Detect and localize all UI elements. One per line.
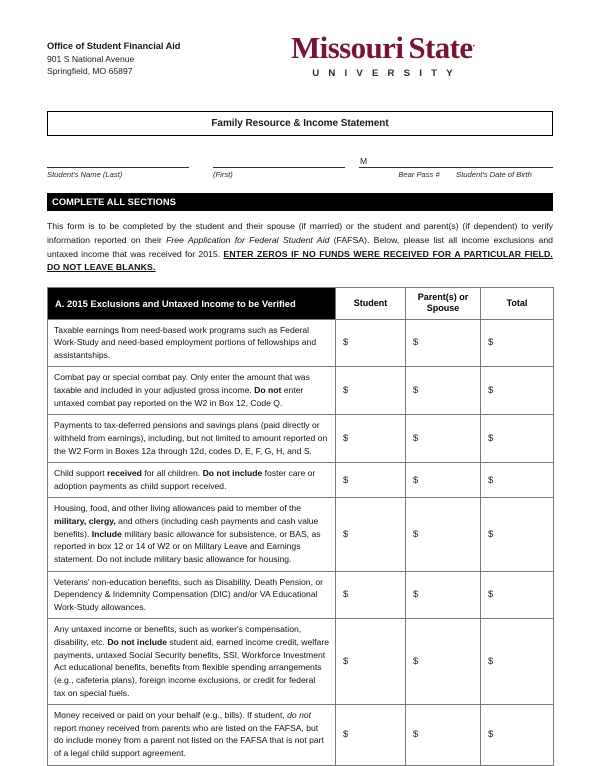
- column-header-parent-spouse: [406, 288, 481, 320]
- table-header-row: [48, 288, 554, 320]
- column-header-parent-spouse-line-1: Parent(s) or: [417, 292, 469, 302]
- fafsa-italic-title: Free Application for Federal Student Aid: [166, 234, 330, 245]
- row-description-child-support: Child support received for all children. Do not include foster care or adoption payments as child support received.: [48, 463, 336, 498]
- column-header-description: A. 2015 Exclusions and Untaxed Income to be Verified: [48, 288, 336, 320]
- row-description-housing-allowances: Housing, food, and other living allowances paid to member of the military, clergy, and others (including cash payments and cash value benefits). Include military basic allowance for subsistence, or BAS, as reported in box 12 or 14 of W2 or on Military Leave and Earnings statement. Do not include military basic allowance for housing.: [48, 498, 336, 571]
- amount-input-total-other-untaxed-income[interactable]: $: [481, 619, 554, 705]
- student-identity-fields: [47, 155, 553, 185]
- amount-input-student-child-support[interactable]: $: [336, 463, 406, 498]
- logo-subtitle: UNIVERSITY: [312, 68, 462, 79]
- office-title: Office of Student Financial Aid: [47, 41, 181, 51]
- table-row: [48, 319, 554, 367]
- amount-input-student-tax-deferred-pensions[interactable]: $: [336, 415, 406, 463]
- bear-pass-label: Bear Pass #: [398, 170, 440, 179]
- student-last-name-label: Student's Name (Last): [47, 170, 123, 179]
- amount-input-parent-spouse-tax-deferred-pensions[interactable]: $: [406, 415, 481, 463]
- office-address-line-1: 901 S National Avenue: [47, 54, 135, 65]
- logo-trademark: .: [472, 38, 475, 50]
- student-last-name-input[interactable]: [47, 155, 189, 168]
- office-address-line-2: Springfield, MO 65897: [47, 66, 133, 77]
- form-title-box: [47, 111, 553, 136]
- date-of-birth-label: Student's Date of Birth: [456, 170, 532, 179]
- amount-input-parent-spouse-housing-allowances[interactable]: $: [406, 498, 481, 571]
- table-row: [48, 571, 554, 619]
- exclusions-table: [47, 287, 554, 766]
- complete-all-sections-banner: COMPLETE ALL SECTIONS: [47, 193, 553, 211]
- amount-input-total-tax-deferred-pensions[interactable]: $: [481, 415, 554, 463]
- instructions-warning: ENTER ZEROS IF NO FUNDS WERE RECEIVED FOR A PARTICULAR FIELD. DO NOT LEAVE BLANKS.: [47, 248, 553, 273]
- logo-word-state: State: [408, 30, 473, 65]
- row-description-other-untaxed-income: Any untaxed income or benefits, such as worker's compensation, disability, etc. Do not include student aid, earned income credit, welfare payments, untaxed Social Security benefits, SSI, Workforce Investment Act educational benefits, benefits from flexible spending arrangements (e.g., cafeteria plans), foreign income exclusions, or credit for federal tax on special fuels.: [48, 619, 336, 705]
- amount-input-total-child-support[interactable]: $: [481, 463, 554, 498]
- date-of-birth-input[interactable]: [435, 155, 553, 168]
- table-body: [48, 319, 554, 765]
- amount-input-parent-spouse-other-untaxed-income[interactable]: $: [406, 619, 481, 705]
- instructions-text-part-2: (FAFSA). Below, please list all income exclusions and untaxed income that was received for 2015.: [47, 234, 554, 259]
- amount-input-student-veterans-benefits[interactable]: $: [336, 571, 406, 619]
- row-description-tax-deferred-pensions: Payments to tax-deferred pensions and savings plans (paid directly or withheld from earnings), including, but not limited to amount reported on the W2 Form in Boxes 12a through 12d, codes D, E, F, G, H, and S.: [48, 415, 336, 463]
- amount-input-student-housing-allowances[interactable]: $: [336, 498, 406, 571]
- row-description-veterans-benefits: Veterans' non-education benefits, such as Disability, Death Pension, or Dependency & Indemnity Compensation (DIC) and/or VA Educational Work-Study allowances.: [48, 571, 336, 619]
- amount-input-total-work-study[interactable]: $: [481, 319, 554, 367]
- student-last-name-field[interactable]: [47, 155, 189, 179]
- bear-pass-input[interactable]: M: [359, 155, 479, 168]
- amount-input-total-veterans-benefits[interactable]: $: [481, 571, 554, 619]
- amount-input-student-money-on-behalf[interactable]: $: [336, 705, 406, 766]
- table-row: [48, 463, 554, 498]
- table-row: [48, 415, 554, 463]
- amount-input-total-money-on-behalf[interactable]: $: [481, 705, 554, 766]
- amount-input-parent-spouse-child-support[interactable]: $: [406, 463, 481, 498]
- column-header-student: Student: [336, 288, 406, 320]
- date-of-birth-field[interactable]: [435, 155, 553, 179]
- amount-input-total-housing-allowances[interactable]: $: [481, 498, 554, 571]
- office-address-block: [47, 40, 180, 78]
- student-first-name-field[interactable]: [213, 155, 345, 179]
- amount-input-student-combat-pay[interactable]: $: [336, 367, 406, 415]
- instructions-text-part-1: This form is to be completed by the student and their spouse (if married) or the student and parent(s) (if dependent) to verify information reported on their: [47, 221, 553, 245]
- logo-word-missouri: Missouri: [291, 30, 404, 65]
- amount-input-parent-spouse-money-on-behalf[interactable]: $: [406, 705, 481, 766]
- amount-input-student-work-study[interactable]: $: [336, 319, 406, 367]
- amount-input-parent-spouse-veterans-benefits[interactable]: $: [406, 571, 481, 619]
- form-title: Family Resource & Income Statement: [211, 118, 389, 129]
- amount-input-parent-spouse-work-study[interactable]: $: [406, 319, 481, 367]
- student-first-name-label: (First): [213, 170, 233, 179]
- instructions-paragraph: [47, 220, 553, 275]
- student-first-name-input[interactable]: [213, 155, 345, 168]
- amount-input-parent-spouse-combat-pay[interactable]: $: [406, 367, 481, 415]
- table-row: [48, 498, 554, 571]
- row-description-money-on-behalf: Money received or paid on your behalf (e.g., bills). If student, do not report money received from parents who are listed on the FAFSA, but do include money from a parent not listed on the FAFSA that is not part of a legal child support agreement.: [48, 705, 336, 766]
- table-row: [48, 367, 554, 415]
- amount-input-student-other-untaxed-income[interactable]: $: [336, 619, 406, 705]
- amount-input-total-combat-pay[interactable]: $: [481, 367, 554, 415]
- row-description-work-study: Taxable earnings from need-based work programs such as Federal Work-Study and need-based employment portions of fellowships and assistantships.: [48, 319, 336, 367]
- letterhead: [47, 0, 553, 98]
- column-header-parent-spouse-line-2: Spouse: [426, 303, 460, 314]
- row-description-combat-pay: Combat pay or special combat pay. Only enter the amount that was taxable and included in your adjusted gross income. Do not enter untaxed combat pay reported on the W2 in Box 12, Code Q.: [48, 367, 336, 415]
- logo-wordmark: [291, 32, 475, 63]
- table-header: [48, 288, 554, 320]
- university-logo: [291, 32, 553, 79]
- column-header-total: Total: [481, 288, 554, 320]
- table-row: [48, 619, 554, 705]
- table-row: [48, 705, 554, 766]
